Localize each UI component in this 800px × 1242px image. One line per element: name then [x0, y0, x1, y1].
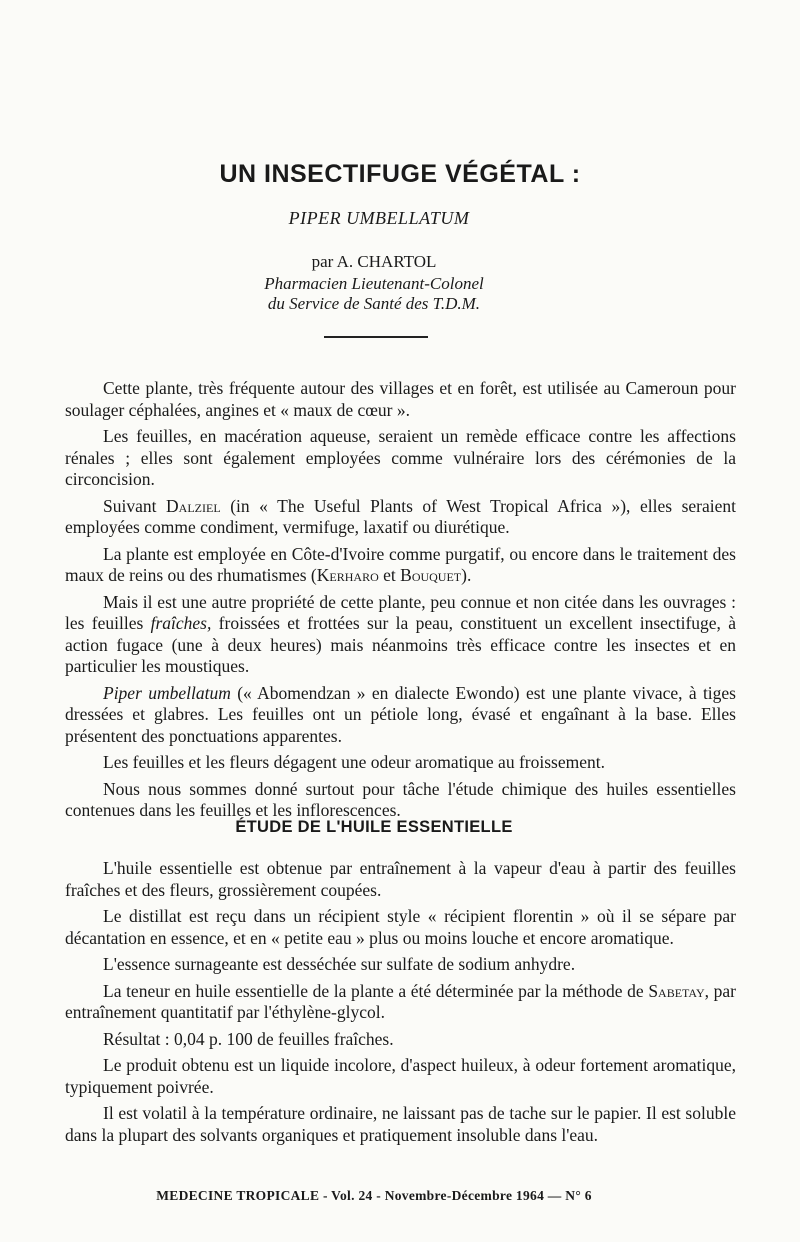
text-run: et — [378, 565, 401, 585]
intro-paragraph-5 — [65, 592, 736, 678]
author-name-dalziel: Dalziel — [166, 495, 221, 516]
essential-oil-section — [65, 858, 736, 1151]
text-run: Mais il est une autre propriété de cette plante, peu connue et non citée dans les ouvrages : les feuilles — [65, 591, 736, 633]
author-name-sabetay: Sabetay — [648, 980, 705, 1001]
intro-section — [65, 378, 736, 827]
section-paragraph-5: Résultat : 0,04 p. 100 de feuilles fraîches. — [103, 1028, 394, 1049]
intro-paragraph-2: Les feuilles, en macération aqueuse, seraient un remède efficace contre les affections rénales ; elles sont également employées comme vulnéraire lors des cérémonies de la circoncision. — [65, 426, 736, 489]
species-name: Piper umbellatum — [103, 682, 231, 703]
article-title: UN INSECTIFUGE VÉGÉTAL : — [219, 160, 581, 188]
author-byline: par A. CHARTOL — [311, 252, 437, 271]
intro-paragraph-8: Nous nous sommes donné surtout pour tâche l'étude chimique des huiles essentielles contenues dans les feuilles et les inflorescences. — [65, 778, 736, 820]
section-heading: ÉTUDE DE L'HUILE ESSENTIELLE — [235, 818, 513, 836]
text-run: , par entraînement quantitatif par l'éthylène-glycol. — [65, 980, 736, 1022]
section-paragraph-7: Il est volatil à la température ordinaire, ne laissant pas de tache sur le papier. Il est soluble dans la plupart des solvants organiques et pratiquement insoluble dans l'eau. — [65, 1103, 736, 1145]
author-name-bouquet: Bouquet — [400, 565, 462, 585]
title-divider — [324, 336, 428, 338]
author-name-kerharo: Kerharo — [316, 565, 379, 585]
intro-paragraph-1: Cette plante, très fréquente autour des villages et en forêt, est utilisée au Cameroun pour soulager céphalées, angines et « maux de cœur ». — [65, 378, 736, 420]
author-affiliation-service: du Service de Santé des T.D.M. — [267, 294, 481, 313]
section-paragraph-4 — [65, 981, 736, 1024]
author-affiliation-rank: Pharmacien Lieutenant-Colonel — [264, 274, 484, 293]
section-paragraph-6: Le produit obtenu est un liquide incolore, d'aspect huileux, à odeur fortement aromatique, typiquement poivrée. — [65, 1055, 736, 1097]
intro-paragraph-7: Les feuilles et les fleurs dégagent une odeur aromatique au froissement. — [103, 752, 605, 772]
intro-paragraph-6 — [65, 683, 736, 748]
section-paragraph-1: L'huile essentielle est obtenue par entraînement à la vapeur d'eau à partir des feuilles fraîches et des fleurs, grossièrement coupées. — [65, 858, 736, 900]
text-run: La teneur en huile essentielle de la plante a été déterminée par la méthode de — [103, 980, 649, 1001]
intro-paragraph-4 — [65, 544, 736, 587]
article-subtitle: PIPER UMBELLATUM — [288, 208, 470, 228]
text-run: La plante est employée en Côte-d'Ivoire comme purgatif, ou encore dans le traitement des maux de reins ou des rhumatismes ( — [65, 543, 736, 585]
text-run: ). — [461, 565, 472, 585]
text-run: (in « The Useful Plants of West Tropical Africa »), elles seraient employées comme condiment, vermifuge, laxatif ou diurétique. — [65, 495, 737, 537]
emphasis-fraiches: fraîches, — [150, 613, 212, 633]
intro-paragraph-3 — [65, 496, 736, 539]
section-paragraph-3: L'essence surnageante est desséchée sur sulfate de sodium anhydre. — [103, 954, 576, 974]
section-paragraph-2: Le distillat est reçu dans un récipient style « récipient florentin » où il se sépare par décantation en essence, et en « petite eau » plus ou moins louche et encore aromatique. — [65, 906, 736, 948]
text-run: (« Abomendzan » en dialecte Ewondo) est une plante vivace, à tiges dressées et glabres. Les feuilles ont un pétiole long, évasé et engaînant à la base. Elles présentent des ponctuations apparentes. — [65, 682, 736, 746]
text-run: Suivant — [103, 495, 167, 516]
journal-footer: MEDECINE TROPICALE - Vol. 24 - Novembre-Décembre 1964 — N° 6 — [156, 1188, 592, 1203]
text-run: froissées et frottées sur la peau, constituent un excellent insectifuge, à action fugace (une à deux heures) mais néanmoins très efficace contre les insectes et en particulier les moustiques. — [65, 613, 736, 676]
